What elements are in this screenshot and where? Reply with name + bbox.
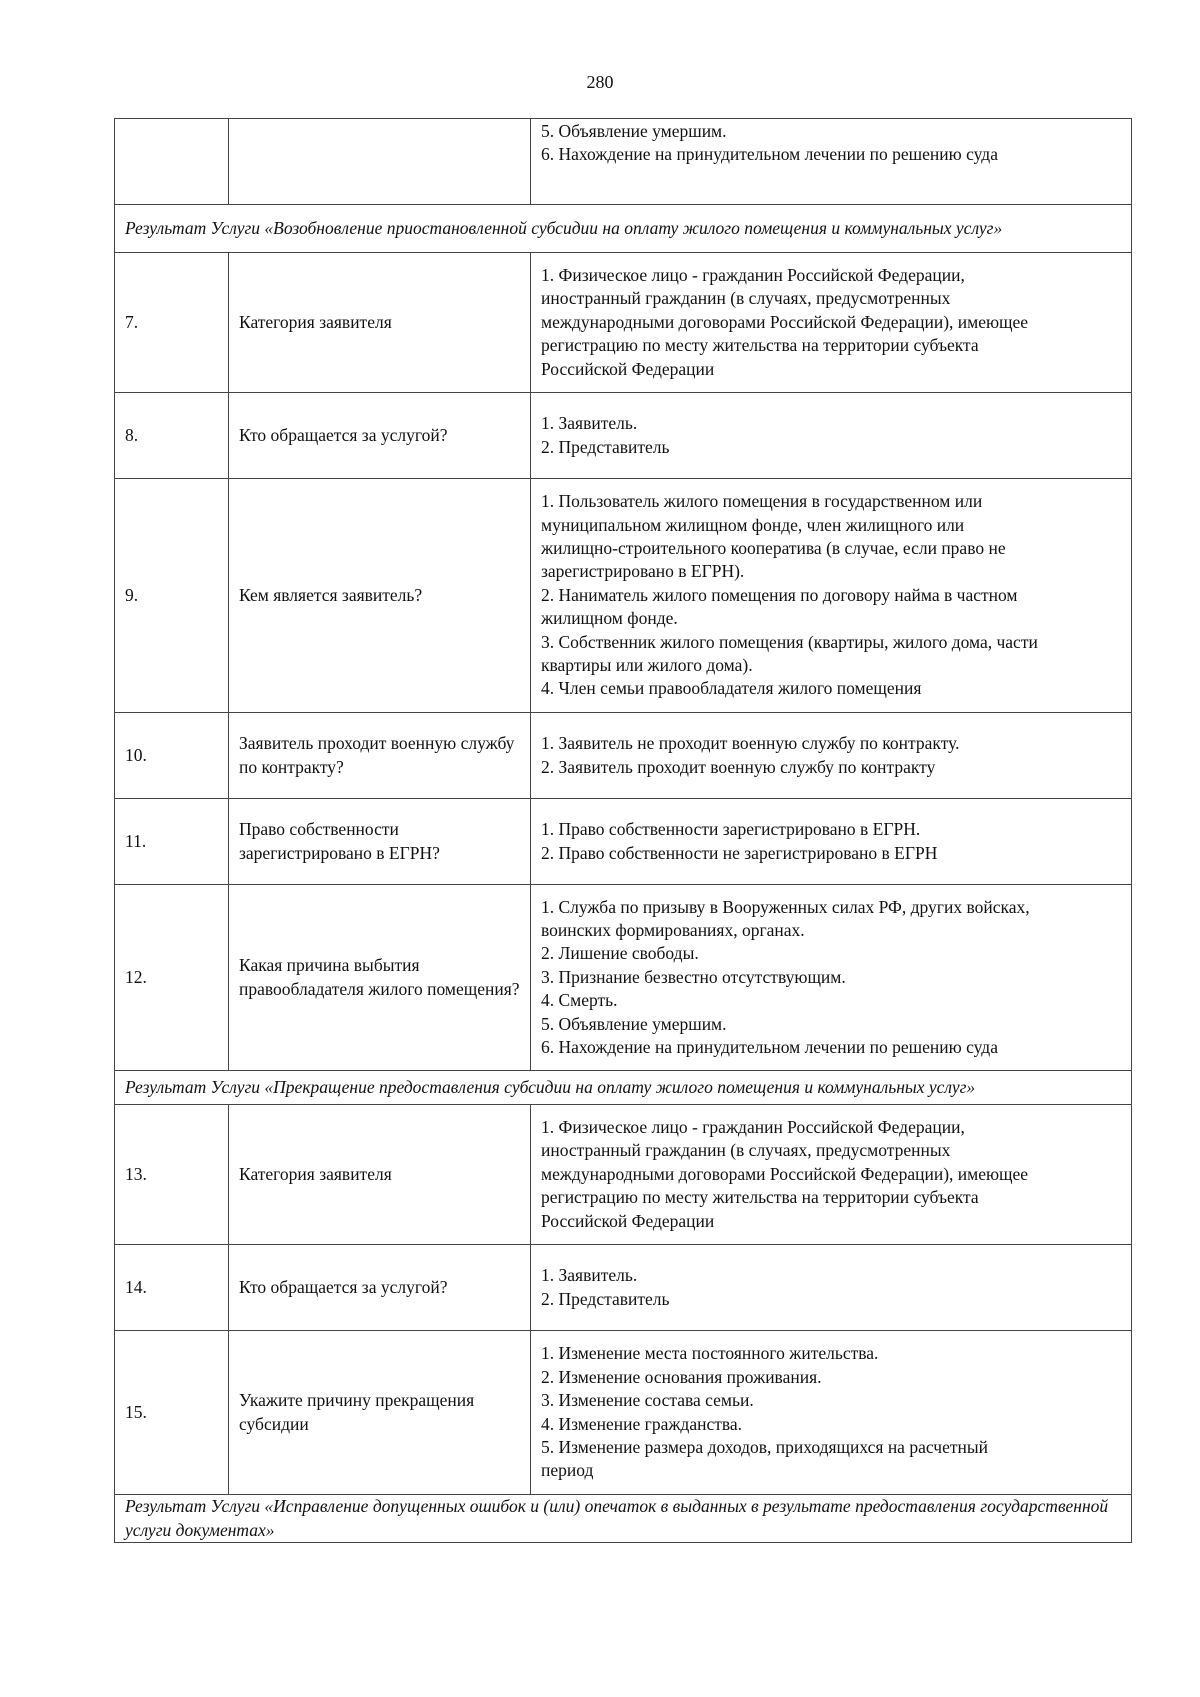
row-answers	[531, 1245, 1132, 1331]
row-answers	[531, 713, 1132, 799]
row-number: 7.	[115, 253, 229, 393]
answer-line: иностранный гражданин (в случаях, предусмотренных	[541, 1140, 951, 1161]
answer-line: 5. Объявление умершим.	[541, 121, 727, 141]
table-row	[115, 393, 1132, 479]
table-row	[115, 885, 1132, 1071]
answer-line: 6. Нахождение на принудительном лечении по решению суда	[541, 144, 998, 165]
row-question: Какая причина выбытия правообладателя жилого помещения?	[229, 885, 531, 1071]
table-row	[115, 1331, 1132, 1495]
answer-line: регистрацию по месту жительства на территории субъекта	[541, 335, 979, 356]
answer-line: 2. Представитель	[541, 436, 670, 457]
section-title: Результат Услуги «Прекращение предоставления субсидии на оплату жилого помещения и коммунальных услуг»	[115, 1071, 1132, 1105]
answer-line: 2. Право собственности не зарегистрировано в ЕГРН	[541, 842, 938, 863]
answer-line: Российской Федерации	[541, 358, 715, 379]
table-row	[115, 1105, 1132, 1245]
row-question: Заявитель проходит военную службу по контракту?	[229, 713, 531, 799]
answer-line: 5. Изменение размера доходов, приходящихся на расчетный	[541, 1436, 988, 1457]
answer-line: муниципальном жилищном фонде, член жилищного или	[541, 514, 965, 535]
answer-line: 1. Изменение места постоянного жительства.	[541, 1343, 879, 1364]
answer-line: период	[541, 1460, 594, 1481]
number-cell	[115, 119, 229, 205]
answer-line: 1. Право собственности зарегистрировано в ЕГРН.	[541, 819, 921, 840]
answer-line: 3. Собственник жилого помещения (квартиры, жилого дома, части	[541, 631, 1038, 652]
section-title: Результат Услуги «Возобновление приостановленной субсидии на оплату жилого помещения и коммунальных услуг»	[115, 205, 1132, 253]
row-question: Кем является заявитель?	[229, 479, 531, 713]
answer-line: международными договорами Российской Федерации), имеющее	[541, 311, 1029, 332]
answer-line: 6. Нахождение на принудительном лечении по решению суда	[541, 1037, 998, 1058]
section-header-row	[115, 205, 1132, 253]
answer-line: 2. Изменение основания проживания.	[541, 1366, 822, 1387]
section-header-row	[115, 1495, 1132, 1543]
answer-line: Российской Федерации	[541, 1210, 715, 1231]
row-number: 8.	[115, 393, 229, 479]
table-row	[115, 253, 1132, 393]
table-row	[115, 799, 1132, 885]
answer-line: 3. Признание безвестно отсутствующим.	[541, 966, 846, 987]
answer-line: 4. Изменение гражданства.	[541, 1413, 743, 1434]
row-number: 14.	[115, 1245, 229, 1331]
answer-line: регистрацию по месту жительства на территории субъекта	[541, 1187, 979, 1208]
row-number: 12.	[115, 885, 229, 1071]
answer-line: 1. Заявитель.	[541, 413, 638, 434]
row-number: 10.	[115, 713, 229, 799]
row-number: 13.	[115, 1105, 229, 1245]
row-number: 9.	[115, 479, 229, 713]
section-header-row	[115, 1071, 1132, 1105]
answer-line: 1. Служба по призыву в Вооруженных силах РФ, других войсках,	[541, 896, 1030, 917]
answer-line: 1. Физическое лицо - гражданин Российской Федерации,	[541, 1116, 965, 1137]
answer-line: международными договорами Российской Федерации), имеющее	[541, 1163, 1029, 1184]
criteria-table	[114, 118, 1132, 1543]
row-answers	[531, 885, 1132, 1071]
table-row	[115, 1245, 1132, 1331]
row-answers	[531, 799, 1132, 885]
page-number: 280	[586, 72, 614, 92]
answer-line: 3. Изменение состава семьи.	[541, 1390, 754, 1411]
row-question: Категория заявителя	[229, 253, 531, 393]
answer-line: 2. Заявитель проходит военную службу по контракту	[541, 756, 936, 777]
answer-line: жилищном фонде.	[541, 608, 678, 629]
answer-line: жилищно-строительного кооператива (в случае, если право не	[541, 537, 1006, 558]
row-answers	[531, 1105, 1132, 1245]
row-question: Право собственности зарегистрировано в ЕГРН?	[229, 799, 531, 885]
answer-line: 2. Лишение свободы.	[541, 943, 699, 964]
row-answers	[531, 479, 1132, 713]
answer-line: 1. Заявитель.	[541, 1265, 638, 1286]
row-answers	[531, 1331, 1132, 1495]
row-question: Кто обращается за услугой?	[229, 1245, 531, 1331]
row-answers	[531, 393, 1132, 479]
row-number: 15.	[115, 1331, 229, 1495]
section-title: Результат Услуги «Исправление допущенных ошибок и (или) опечаток в выданных в результате предоставления государственной услуги документах»	[115, 1495, 1132, 1543]
table-row	[115, 713, 1132, 799]
answer-line: иностранный гражданин (в случаях, предусмотренных	[541, 288, 951, 309]
answer-line: 1. Заявитель не проходит военную службу по контракту.	[541, 733, 960, 754]
row-question: Кто обращается за услугой?	[229, 393, 531, 479]
answer-line: 1. Физическое лицо - гражданин Российской Федерации,	[541, 264, 965, 285]
answer-line: 5. Объявление умершим.	[541, 1013, 727, 1034]
answer-line: 1. Пользователь жилого помещения в государственном или	[541, 491, 983, 512]
answer-line: 2. Наниматель жилого помещения по договору найма в частном	[541, 584, 1018, 605]
row-answers	[531, 253, 1132, 393]
table-row-continuation	[115, 119, 1132, 205]
answer-line: 2. Представитель	[541, 1288, 670, 1309]
answer-line: 4. Смерть.	[541, 990, 618, 1011]
answer-line: воинских формированиях, органах.	[541, 919, 805, 940]
answer-line: 4. Член семьи правообладателя жилого помещения	[541, 678, 922, 699]
table-row	[115, 479, 1132, 713]
question-cell	[229, 119, 531, 205]
row-question: Категория заявителя	[229, 1105, 531, 1245]
answer-line: квартиры или жилого дома).	[541, 655, 753, 676]
answer-line: зарегистрировано в ЕГРН).	[541, 561, 745, 582]
row-number: 11.	[115, 799, 229, 885]
row-question: Укажите причину прекращения субсидии	[229, 1331, 531, 1495]
answer-cell	[531, 119, 1132, 205]
